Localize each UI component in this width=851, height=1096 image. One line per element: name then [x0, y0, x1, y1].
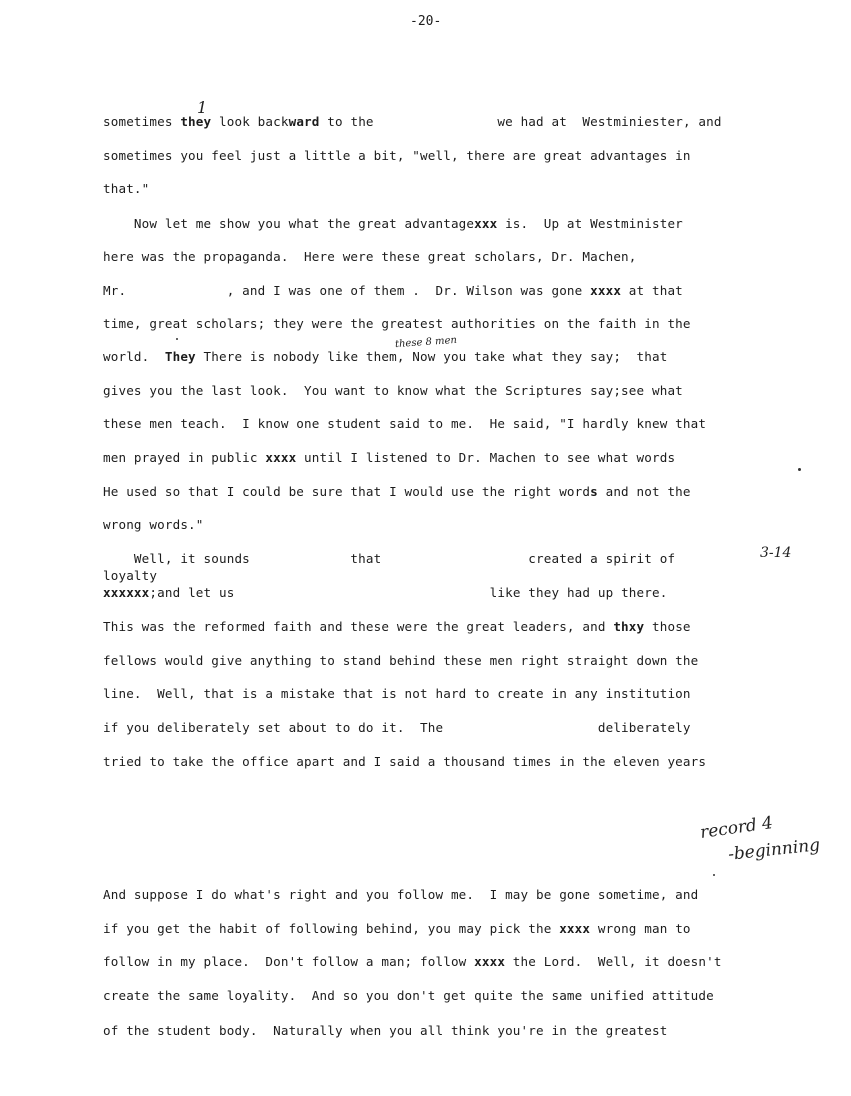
ink-speck	[798, 468, 801, 471]
text-line: sometimes they look backward to the we had at Westminiester, and	[103, 114, 722, 129]
struck-text: They	[164, 349, 196, 364]
text-line: wrong words."	[103, 517, 204, 532]
text-line: that."	[103, 181, 150, 196]
text-line: time, great scholars; they were the greatest authorities on the faith in the	[103, 316, 691, 331]
text-line: sometimes you feel just a little a bit, "well, there are great advantages in	[103, 148, 691, 163]
text-line: This was the reformed faith and these were the great leaders, and thxy those	[103, 619, 691, 634]
text-line: fellows would give anything to stand behind these men right straight down the	[103, 653, 699, 668]
struck-text: ward	[288, 114, 320, 129]
text-line: Now let me show you what the great advantagexxx is. Up at Westminister	[103, 216, 683, 231]
struck-text: xxxx	[590, 283, 622, 298]
struck-text: xxxx	[474, 954, 506, 969]
text-line: here was the propaganda. Here were these great scholars, Dr. Machen,	[103, 249, 637, 264]
handwritten-insertion-these-men: these 8 men	[394, 334, 458, 351]
struck-text: xxxxxx	[103, 585, 150, 600]
handwritten-correction-1: 1	[197, 98, 208, 117]
text-line: if you get the habit of following behind, you may pick the xxxx wrong man to	[103, 921, 691, 936]
text-line: if you deliberately set about to do it. The deliberately	[103, 720, 691, 735]
handwritten-margin-reference: 3-14	[760, 545, 792, 561]
struck-text: they	[180, 114, 212, 129]
text-line: create the same loyality. And so you don't get quite the same unified attitude	[103, 988, 714, 1003]
text-line: loyalty	[103, 568, 158, 583]
text-line: of the student body. Naturally when you all think you're in the greatest	[103, 1023, 668, 1038]
text-line: Mr. , and I was one of them . Dr. Wilson was gone xxxx at that	[103, 283, 683, 298]
text-line: Well, it sounds that created a spirit of	[103, 551, 676, 566]
struck-text: s	[590, 484, 598, 499]
page-number: -20-	[410, 14, 442, 29]
text-line: men prayed in public xxxx until I listened to Dr. Machen to see what words	[103, 450, 676, 465]
struck-text: xxxx	[559, 921, 591, 936]
text-line: these men teach. I know one student said to me. He said, "I hardly knew that	[103, 416, 707, 431]
text-line: world. They There is nobody like them, Now you take what they say; that	[103, 349, 668, 364]
ink-speck	[176, 338, 178, 340]
struck-text: thxy	[613, 619, 645, 634]
text-line: xxxxxx;and let us like they had up there.	[103, 585, 668, 600]
text-line: follow in my place. Don't follow a man; follow xxxx the Lord. Well, it doesn't	[103, 954, 722, 969]
ink-speck	[713, 874, 715, 876]
handwritten-beginning-note: -beginning	[727, 835, 821, 865]
struck-text: xxx	[474, 216, 498, 231]
text-line: And suppose I do what's right and you follow me. I may be gone sometime, and	[103, 887, 699, 902]
text-line: tried to take the office apart and I said a thousand times in the eleven years	[103, 754, 707, 769]
text-line: gives you the last look. You want to know what the Scriptures say;see what	[103, 383, 683, 398]
text-line: line. Well, that is a mistake that is not hard to create in any institution	[103, 686, 691, 701]
text-line: He used so that I could be sure that I would use the right words and not the	[103, 484, 691, 499]
struck-text: xxxx	[265, 450, 297, 465]
handwritten-record-note: record 4	[698, 813, 775, 843]
